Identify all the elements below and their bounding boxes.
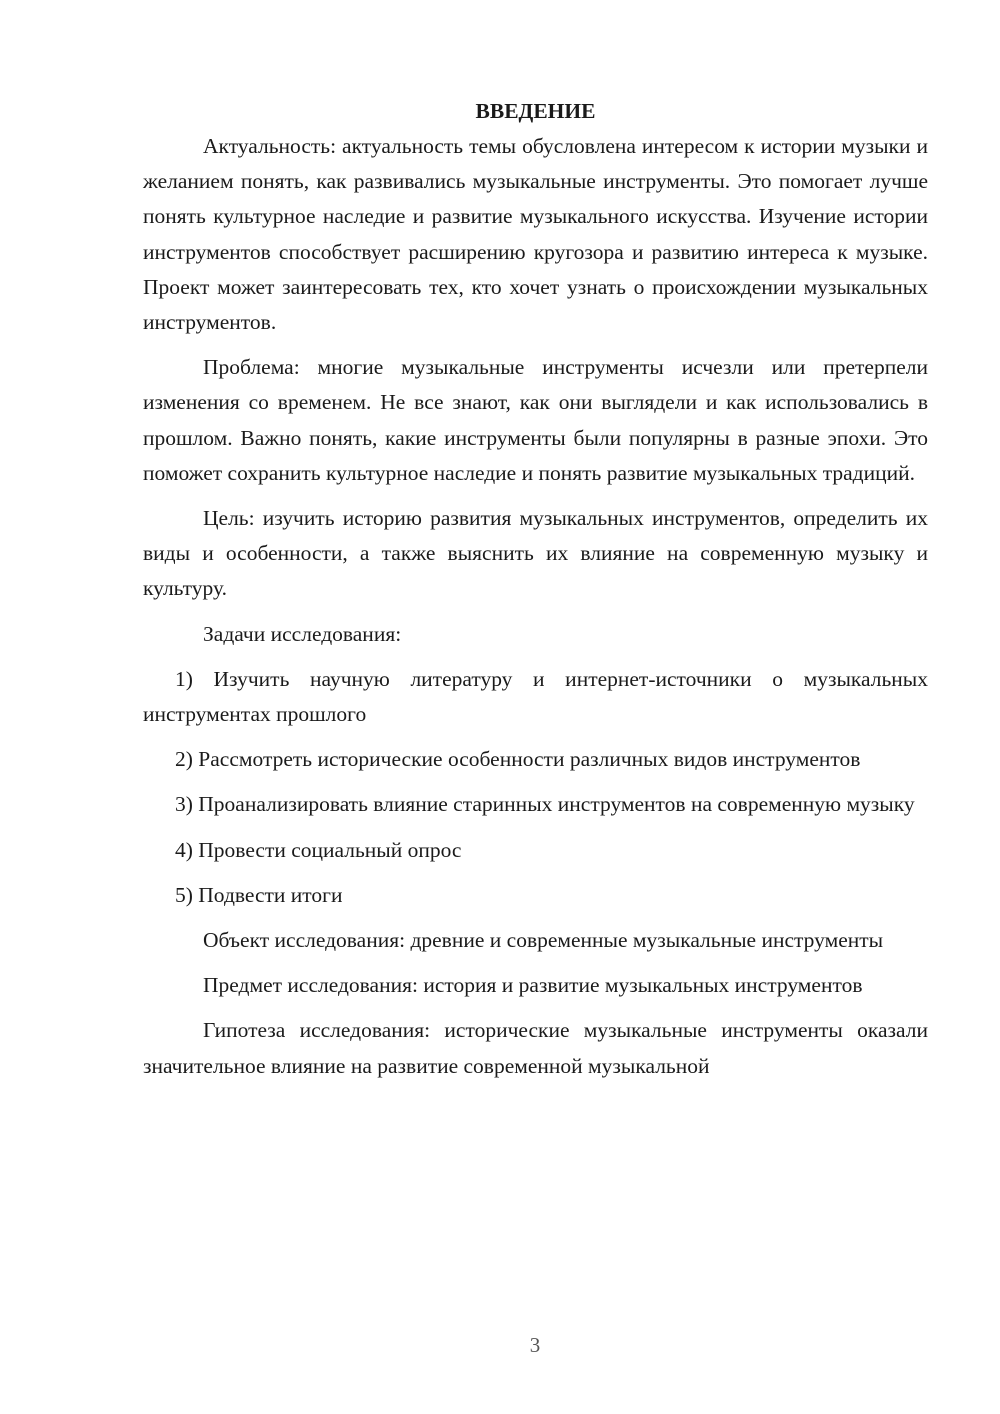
task-item-3: 3) Проанализировать влияние старинных инструментов на современную музыку <box>175 792 915 817</box>
object-paragraph: Объект исследования: древние и современные музыкальные инструменты <box>203 928 884 953</box>
section-title: ВВЕДЕНИЕ <box>475 99 596 123</box>
subject-paragraph: Предмет исследования: история и развитие музыкальных инструментов <box>203 973 863 998</box>
task-item-5: 5) Подвести итоги <box>175 882 343 907</box>
task-item-1: 1) Изучить научную литературу и интернет-источники о музыкальных инструментах прошлого <box>143 666 928 727</box>
task-item-4: 4) Провести социальный опрос <box>175 837 462 862</box>
page-number: 3 <box>529 1333 541 1357</box>
problem-paragraph: Проблема: многие музыкальные инструменты исчезли или претерпели изменения со временем. Не все знают, как они выглядели и как использовались в прошлом. Важно понять, какие инструменты были популярны в разные эпохи. Это поможет сохранить культурное наследие и понять развитие музыкальных традиций. <box>143 355 928 485</box>
task-item-2: 2) Рассмотреть исторические особенности различных видов инструментов <box>175 747 861 772</box>
goal-paragraph: Цель: изучить историю развития музыкальных инструментов, определить их виды и особенности, а также выяснить их влияние на современную музыку и культуру. <box>143 506 928 601</box>
hypothesis-paragraph: Гипотеза исследования: исторические музыкальные инструменты оказали значительное влияние на развитие современной музыкальной <box>143 1018 928 1078</box>
tasks-heading: Задачи исследования: <box>203 621 402 646</box>
document-page <box>143 94 928 1094</box>
relevance-paragraph: Актуальность: актуальность темы обусловлена интересом к истории музыки и желанием понять, как развивались музыкальные инструменты. Это помогает лучше понять культурное наследие и развитие музыкального искусства. Изучение истории инструментов способствует расширению кругозора и развитию интереса к музыке. Проект может заинтересовать тех, кто хочет узнать о происхождении музыкальных инструментов. <box>143 134 928 335</box>
